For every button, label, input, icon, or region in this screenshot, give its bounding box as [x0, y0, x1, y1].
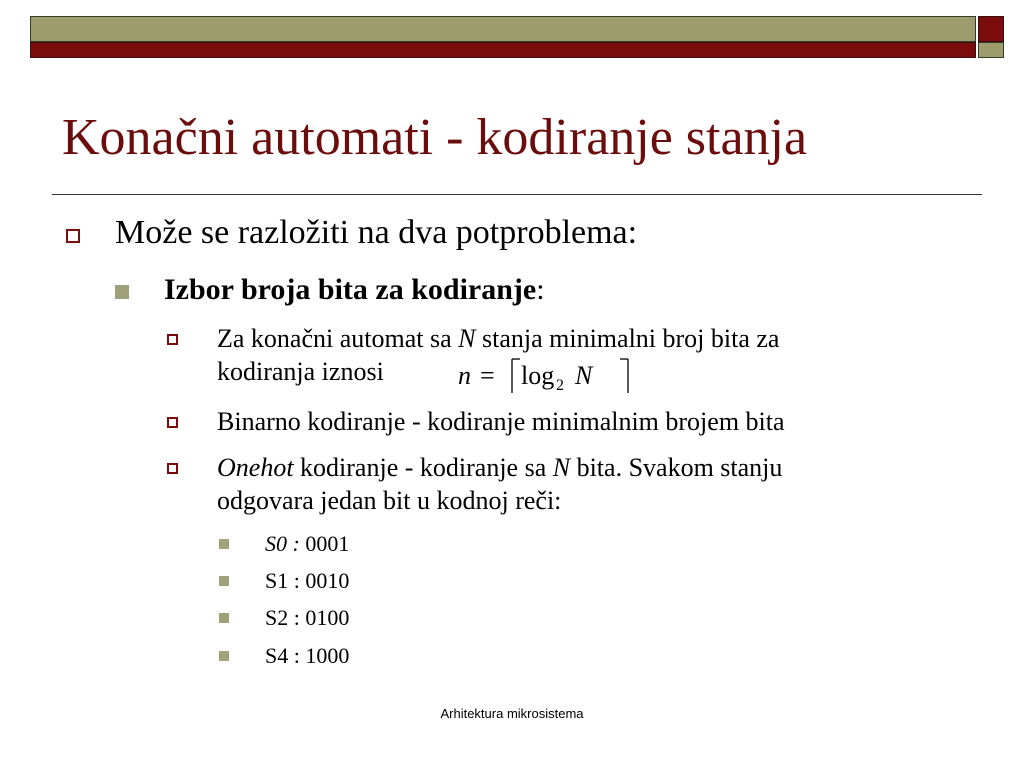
formula-equals: = [480, 361, 495, 390]
state-name: S2 : [265, 605, 300, 630]
state-code: 0010 [299, 568, 350, 593]
formula-arg: N [575, 361, 593, 390]
solid-square-bullet-icon [219, 613, 229, 623]
state-code-text [265, 605, 349, 631]
text-part: Za konačni automat sa [217, 324, 459, 353]
slide-title: Konačni automati - kodiranje stanja [62, 109, 808, 166]
solid-square-bullet-icon [219, 576, 229, 586]
text-emphasis: Onehot [217, 453, 294, 482]
state-code: 1000 [299, 643, 350, 668]
title-divider [52, 194, 982, 195]
hollow-square-bullet-icon [167, 463, 178, 474]
corner-square-olive [978, 42, 1004, 58]
state-name: S0 : [265, 531, 300, 556]
formula-log: log [521, 361, 555, 390]
corner-square-maroon [978, 16, 1004, 42]
hollow-square-bullet-icon [167, 417, 178, 428]
formula-base: 2 [556, 377, 564, 394]
state-code: 0100 [299, 605, 350, 630]
text-part: odgovara jedan bit u kodnoj reči: [217, 486, 562, 515]
hollow-square-bullet-icon [66, 229, 80, 243]
text-part: bita. Svakom stanju [570, 453, 783, 482]
variable-N: N [458, 324, 476, 353]
state-code-text [265, 643, 349, 669]
hollow-square-bullet-icon [167, 334, 178, 345]
state-code: 0001 [299, 531, 350, 556]
bullet-item-binary-text: Binarno kodiranje - kodiranje minimalnim brojem bita [217, 407, 785, 436]
state-code-text [265, 568, 349, 594]
variable-N: N [552, 453, 571, 482]
state-code-text [265, 531, 349, 557]
solid-square-bullet-icon [219, 651, 229, 661]
bullet-item-onehot-text [217, 451, 782, 517]
text-part: stanja minimalni broj bita za [475, 324, 780, 353]
state-name: S4 : [265, 643, 300, 668]
bullet-level2-bold: Izbor broja bita za kodiranje [164, 273, 537, 306]
solid-square-bullet-icon [115, 285, 129, 299]
formula-log2 [458, 357, 638, 397]
text-part: kodiranje - kodiranje sa [293, 453, 553, 482]
header-band-maroon [30, 42, 976, 58]
slide-footer: Arhitektura mikrosistema [440, 706, 584, 721]
bullet-level1-text: Može se razložiti na dva potproblema: [115, 214, 638, 251]
state-name: S1 : [265, 568, 300, 593]
bullet-level2-colon: : [536, 273, 545, 306]
bullet-level2-text [164, 273, 545, 307]
header-band-olive [30, 16, 976, 42]
formula-lhs: n [458, 361, 471, 390]
text-part: kodiranja iznosi [217, 357, 384, 386]
solid-square-bullet-icon [219, 539, 229, 549]
